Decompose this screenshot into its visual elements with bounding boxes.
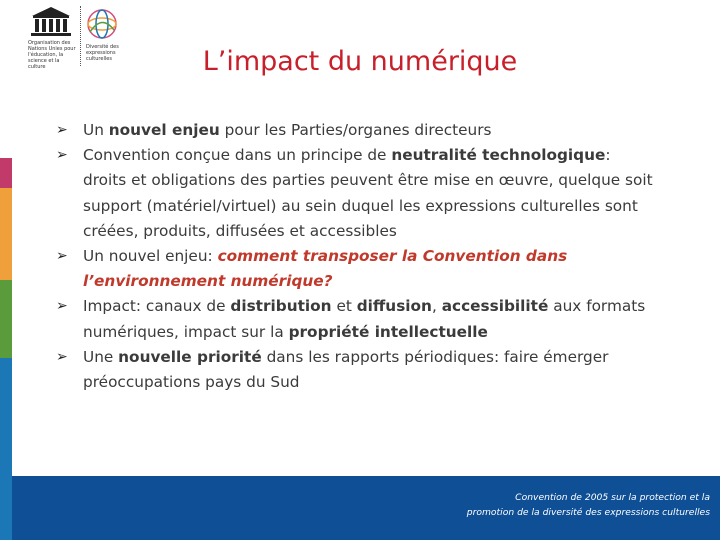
arrow-bullet-icon: ➢	[56, 147, 68, 164]
bullet-item	[56, 244, 656, 294]
footer-caption	[350, 490, 710, 520]
unesco-caption: Organisation des Nations Unies pour l'éducation, la science et la culture	[28, 40, 76, 70]
bullet-item	[56, 143, 656, 244]
unesco-temple-logo	[28, 4, 74, 38]
bullet-bold-text: diffusion	[356, 297, 432, 316]
side-stripe-blue	[0, 358, 12, 540]
bullet-bold-text: nouvelle priorité	[118, 347, 262, 366]
bullet-text: et	[331, 297, 357, 316]
arrow-bullet-icon: ➢	[56, 298, 68, 315]
convention-logo	[84, 6, 120, 42]
side-stripe-white	[0, 0, 12, 158]
arrow-bullet-icon: ➢	[56, 348, 68, 365]
bullet-text: pour les Parties/organes directeurs	[219, 121, 492, 139]
bullet-list	[56, 118, 656, 395]
bullet-text: aux formats numériques, impact sur la	[83, 297, 646, 341]
arrow-bullet-icon: ➢	[56, 248, 68, 265]
side-stripe-orange	[0, 188, 12, 280]
slide-title: L’impact du numérique	[202, 46, 518, 77]
bullet-item	[56, 294, 656, 344]
logo-divider	[80, 6, 81, 66]
side-stripe-green	[0, 280, 12, 358]
header-logos	[28, 4, 158, 68]
bullet-item	[56, 345, 656, 395]
bullet-bold-text: propriété intellectuelle	[288, 322, 488, 341]
bullet-bold-text: neutralité technologique	[391, 146, 606, 165]
bullet-bold-text: accessibilité	[441, 297, 549, 316]
convention-caption: Diversité des expressions culturelles	[86, 44, 119, 62]
bullet-item	[56, 118, 656, 143]
bullet-bold-text: nouvel enjeu	[108, 121, 220, 139]
bullet-text: ,	[431, 297, 442, 316]
footer-line-1: Convention de 2005 sur la protection et la	[515, 492, 710, 503]
bullet-text: dans les rapports périodiques: faire émerger préoccupations pays du Sud	[83, 347, 609, 392]
bullet-text: : droits et obligations des parties peuvent être mise en œuvre, quelque soit support (matériel/virtuel) au sein duquel les expressions culturelles sont créées, produits, diffusées et accessibles	[83, 146, 653, 240]
bullet-text: Une	[83, 347, 119, 366]
side-stripe-pink	[0, 158, 12, 188]
arrow-bullet-icon: ➢	[56, 122, 68, 138]
bullet-text: Impact: canaux de	[83, 297, 231, 316]
bullet-text: Un nouvel enjeu:	[83, 247, 218, 266]
bullet-text: Convention conçue dans un principe de	[83, 146, 392, 165]
footer-line-2: promotion de la diversité des expressions culturelles	[466, 507, 710, 518]
bullet-emphasis-text: comment transposer la Convention dans l’environnement numérique?	[83, 247, 568, 291]
bullet-bold-text: distribution	[230, 297, 332, 316]
bullet-text: Un	[83, 121, 109, 139]
